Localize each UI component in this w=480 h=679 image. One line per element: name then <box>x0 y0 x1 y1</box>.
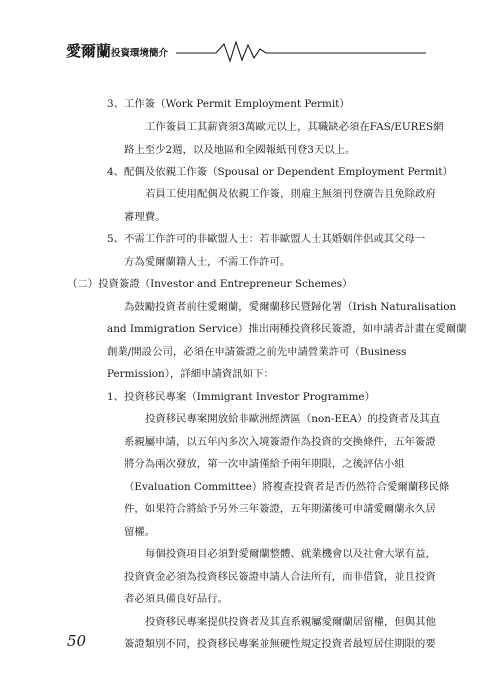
body-line: 5、不需工作許可的非歐盟人士：若非歐盟人士其婚姻伴侶或其父母一 <box>107 233 426 245</box>
body-line: 若員工使用配偶及依親工作簽，則雇主無須刊登廣告且免除政府 <box>145 188 436 200</box>
body-line: 件，如果符合將給予另外三年簽證，五年期滿後可申請愛爾蘭永久居 <box>124 503 436 515</box>
body-line: 簽證類別不同，投資移民專案並無硬性規定投資者最短居住期限的要 <box>124 638 436 650</box>
body-line: 投資移民專案開放給非歐洲經濟區（non-EEA）的投資者及其直 <box>145 413 441 425</box>
body-line: （Evaluation Committee）將複查投資者是否仍然符合愛爾蘭移民條 <box>124 481 450 493</box>
body-line: 工作簽員工其薪資須3萬歐元以上，其職缺必須在FAS/EURES網 <box>145 121 444 133</box>
section-heading: （二）投資簽證（Investor and Entrepreneur Schemes） <box>67 278 353 290</box>
body-line: 路上至少2週，以及地區和全國報紙刊登3天以上。 <box>124 144 356 156</box>
body-line: 審理費。 <box>124 211 166 223</box>
body-line: 投資移民專案提供投資者及其直系親屬愛爾蘭居留權，但與其他 <box>145 616 436 628</box>
body-line: 每個投資項目必須對愛爾蘭整體、就業機會以及社會大眾有益， <box>145 548 436 560</box>
body-line: 為鼓勵投資者前往愛爾蘭，愛爾蘭移民暨歸化署（Irish Naturalisation <box>124 301 457 313</box>
body-line: 創業/開設公司，必須在申請簽證之前先申請營業許可（Business <box>107 346 407 358</box>
body-line: 3、工作簽（Work Permit Employment Permit） <box>107 98 350 110</box>
body-line: and Immigration Service）推出兩種投資移民簽證，如申請者計畫在愛爾蘭 <box>107 323 467 335</box>
body-line: 4、配偶及依親工作簽（Spousal or Dependent Employment Permit） <box>107 166 453 178</box>
header-title-main: 愛爾蘭 <box>66 42 112 60</box>
body-line: 1、投資移民專案（Immigrant Investor Programme） <box>107 391 375 403</box>
body-line: 系親屬申請，以五年內多次入境簽證作為投資的交換條件，五年簽證 <box>124 436 436 448</box>
body-line: 將分為兩次發放，第一次申請僅給予兩年期限，之後評估小組 <box>124 458 405 470</box>
body-line: Permission），詳細申請資訊如下： <box>107 368 274 380</box>
body-line: 投資資金必須為投資移民簽證申請人合法所有，而非借貸，並且投資 <box>124 571 436 583</box>
header-title-sub: 投資環境簡介 <box>111 48 169 59</box>
body-line: 方為愛爾蘭籍人士，不需工作許可。 <box>124 256 291 268</box>
body-line: 者必須具備良好品行。 <box>124 593 228 605</box>
body-line: 留權。 <box>124 526 156 538</box>
page-number: 50 <box>67 632 87 650</box>
